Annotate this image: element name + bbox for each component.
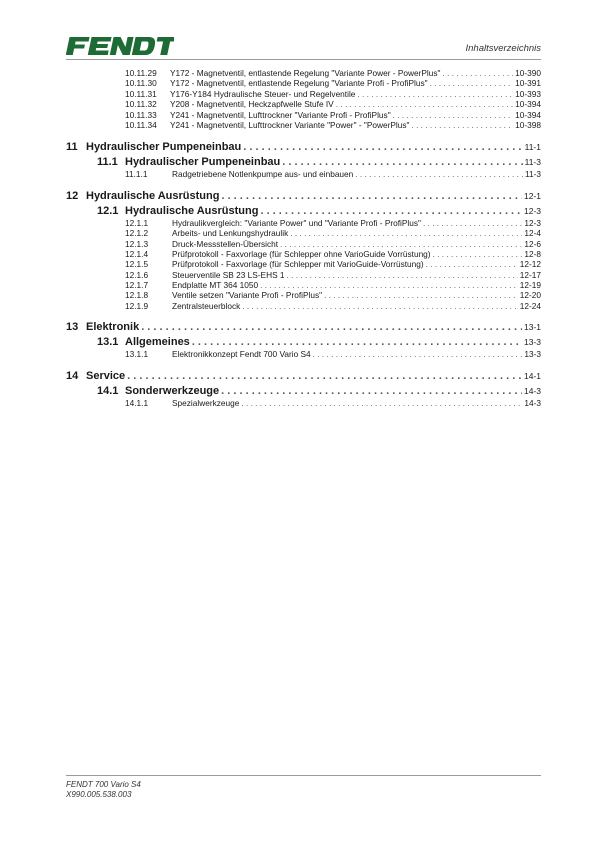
footer-model: FENDT 700 Vario S4 [66, 780, 141, 789]
leader-dots [393, 110, 514, 120]
toc-entry[interactable] [66, 110, 541, 120]
toc-entry[interactable] [66, 228, 541, 238]
leader-dots [290, 228, 522, 238]
toc-entry[interactable] [66, 239, 541, 249]
leader-dots [221, 384, 522, 398]
footer-doc-number: X990.005.538.003 [66, 790, 132, 799]
toc-entry-number: 12.1.6 [125, 269, 149, 280]
toc-entry-page: 14-3 [524, 397, 541, 408]
leader-dots [433, 249, 523, 259]
toc-entry[interactable] [66, 398, 541, 408]
toc-entry-number: 12.1.1 [125, 217, 149, 228]
leader-dots [241, 398, 522, 408]
toc-chapter[interactable] [66, 140, 541, 155]
toc-entry-page: 10-398 [515, 119, 541, 130]
toc-entry-title: Y208 - Magnetventil, Heckzapfwelle Stufe IV [170, 99, 334, 110]
toc-entry-number: 10.11.31 [125, 88, 157, 99]
toc-entry[interactable] [66, 270, 541, 280]
toc-entry-number: 13.1.1 [125, 349, 149, 360]
toc-entry-page: 10-391 [515, 78, 541, 89]
toc-chapter-number: 13 [66, 321, 79, 334]
leader-dots [260, 204, 522, 218]
leader-dots [423, 218, 522, 228]
toc-entry-page: 12-12 [519, 259, 541, 270]
toc-entry-title: Y241 - Magnetventil, Lufttrockner "Variante Profi - ProfiPlus" [170, 109, 391, 120]
toc-entry-page: 12-3 [524, 217, 541, 228]
leader-dots [242, 301, 518, 311]
toc-entry-page: 12-20 [519, 290, 541, 301]
toc-entry-title: Ventile setzen "Variante Profi - ProfiPlus" [172, 290, 323, 301]
toc-section-number: 13.1 [97, 336, 119, 349]
toc-chapter[interactable] [66, 189, 541, 204]
toc-section-title: Allgemeines [125, 336, 190, 349]
toc-entry-title: Prüfprotokoll - Faxvorlage (für Schlepper mit VarioGuide-Vorrüstung) [172, 259, 424, 270]
section-title: Inhaltsverzeichnis [465, 43, 541, 54]
toc-entry[interactable] [66, 99, 541, 109]
toc-entry[interactable] [66, 218, 541, 228]
toc-chapter-page: 14-1 [523, 370, 541, 381]
leader-dots [426, 259, 518, 269]
leader-dots [280, 239, 522, 249]
toc-section-title: Hydraulische Ausrüstung [125, 204, 259, 217]
toc-entry-page: 11-3 [525, 169, 541, 180]
toc-entry-title: Arbeits- und Lenkungshydraulik [172, 228, 289, 239]
toc-entry[interactable] [66, 349, 541, 359]
toc-entry-page: 12-24 [519, 300, 541, 311]
toc-entry-number: 10.11.32 [125, 99, 157, 110]
toc-chapter-title: Hydraulische Ausrüstung [86, 189, 220, 202]
toc-chapter[interactable] [66, 369, 541, 384]
toc-section-number: 11.1 [97, 156, 118, 169]
toc-entry[interactable] [66, 301, 541, 311]
toc-entry-number: 12.1.8 [125, 290, 149, 301]
leader-dots [260, 280, 518, 290]
toc-chapter-page: 13-1 [523, 322, 541, 333]
leader-dots [313, 349, 523, 359]
toc-section[interactable] [66, 335, 541, 349]
toc-chapter-number: 14 [66, 369, 79, 382]
toc-chapter[interactable] [66, 320, 541, 335]
toc-entry-number: 12.1.2 [125, 228, 149, 239]
toc-entry-number: 12.1.4 [125, 248, 149, 259]
toc-entry-page: 10-394 [515, 109, 541, 120]
toc-entry-page: 12-6 [524, 238, 541, 249]
toc-section-page: 12-3 [523, 205, 541, 216]
toc-chapter-title: Hydraulischer Pumpeneinbau [86, 141, 242, 154]
leader-dots [243, 140, 522, 155]
toc-entry[interactable] [66, 89, 541, 99]
toc-entry-page: 12-4 [524, 228, 541, 239]
toc-entry-number: 12.1.3 [125, 238, 149, 249]
toc-entry-title: Y172 - Magnetventil, entlastende Regelung "Variante Profi - ProfiPlus" [170, 78, 428, 89]
leader-dots [221, 189, 522, 204]
toc-entry-page: 12-8 [524, 248, 541, 259]
toc-entry[interactable] [66, 120, 541, 130]
leader-dots [357, 89, 513, 99]
toc-entry-page: 12-19 [519, 280, 541, 291]
toc-entry-title: Elektronikkonzept Fendt 700 Vario S4 [172, 349, 311, 360]
toc-chapter-title: Service [86, 369, 126, 382]
toc-section[interactable] [66, 155, 541, 169]
toc-entry-title: Hydraulikvergleich: "Variante Power" und "Variante Profi - ProfiPlus" [172, 217, 421, 228]
toc-entry-number: 10.11.30 [125, 78, 157, 89]
leader-dots [355, 169, 523, 179]
toc-entry[interactable] [66, 68, 541, 78]
toc-entry-page: 10-394 [515, 99, 541, 110]
toc-entry-number: 12.1.9 [125, 300, 149, 311]
toc-entry[interactable] [66, 290, 541, 300]
toc-entry-number: 12.1.5 [125, 259, 149, 270]
leader-dots [442, 68, 513, 78]
footer-rule [66, 775, 541, 776]
table-of-contents [66, 68, 541, 408]
toc-entry-title: Endplatte MT 364 1050 [172, 280, 259, 291]
toc-entry[interactable] [66, 249, 541, 259]
toc-entry-number: 11.1.1 [125, 169, 148, 180]
toc-section-title: Sonderwerkzeuge [125, 384, 220, 397]
header-rule [66, 59, 541, 60]
leader-dots [287, 270, 518, 280]
toc-chapter-page: 11-1 [524, 142, 541, 153]
toc-entry-title: Druck-Messstellen-Übersicht [172, 238, 279, 249]
toc-section-page: 11-3 [524, 157, 541, 168]
toc-entry-page: 10-390 [515, 68, 541, 78]
fendt-logo [66, 35, 174, 57]
toc-entry[interactable] [66, 259, 541, 269]
leader-dots [336, 99, 513, 109]
toc-entry-number: 10.11.34 [125, 119, 157, 130]
toc-entry-title: Y176-Y184 Hydraulische Steuer- und Regelventile [170, 88, 356, 99]
toc-entry-title: Zentralsteuerblock [172, 300, 241, 311]
leader-dots [192, 335, 522, 349]
toc-section[interactable] [66, 384, 541, 398]
toc-section[interactable] [66, 204, 541, 218]
toc-section-number: 14.1 [97, 384, 119, 397]
toc-section-number: 12.1 [97, 204, 119, 217]
toc-entry-title: Y172 - Magnetventil, entlastende Regelung "Variante Power - PowerPlus" [170, 68, 441, 78]
leader-dots [324, 290, 518, 300]
toc-chapter-title: Elektronik [86, 321, 140, 334]
toc-chapter-page: 12-1 [523, 190, 541, 201]
leader-dots [141, 320, 522, 335]
toc-entry-title: Y241 - Magnetventil, Lufttrockner Variante "Power" - "PowerPlus" [170, 119, 410, 130]
toc-entry-page: 13-3 [524, 349, 541, 360]
toc-entry-number: 10.11.29 [125, 68, 157, 78]
toc-entry[interactable] [66, 169, 541, 179]
leader-dots [282, 155, 522, 169]
leader-dots [127, 369, 522, 384]
toc-entry-title: Spezialwerkzeuge [172, 397, 240, 408]
toc-entry-number: 10.11.33 [125, 109, 157, 120]
toc-chapter-number: 12 [66, 189, 79, 202]
toc-entry-number: 14.1.1 [125, 397, 149, 408]
toc-entry-title: Steuerventile SB 23 LS-EHS 1 [172, 269, 285, 280]
toc-entry-page: 10-393 [515, 88, 541, 99]
leader-dots [411, 120, 513, 130]
toc-section-page: 13-3 [523, 337, 541, 348]
leader-dots [430, 78, 514, 88]
toc-entry-number: 12.1.7 [125, 280, 149, 291]
toc-entry-page: 12-17 [519, 269, 541, 280]
page-footer [66, 780, 141, 800]
toc-entry-title: Prüfprotokoll - Faxvorlage (für Schlepper ohne VarioGuide Vorrüstung) [172, 248, 431, 259]
toc-entry[interactable] [66, 78, 541, 88]
toc-entry[interactable] [66, 280, 541, 290]
toc-section-page: 14-3 [523, 385, 541, 396]
toc-chapter-number: 11 [66, 141, 78, 154]
toc-entry-title: Radgetriebene Notlenkpumpe aus- und einbauen [172, 169, 354, 180]
toc-section-title: Hydraulischer Pumpeneinbau [125, 156, 281, 169]
